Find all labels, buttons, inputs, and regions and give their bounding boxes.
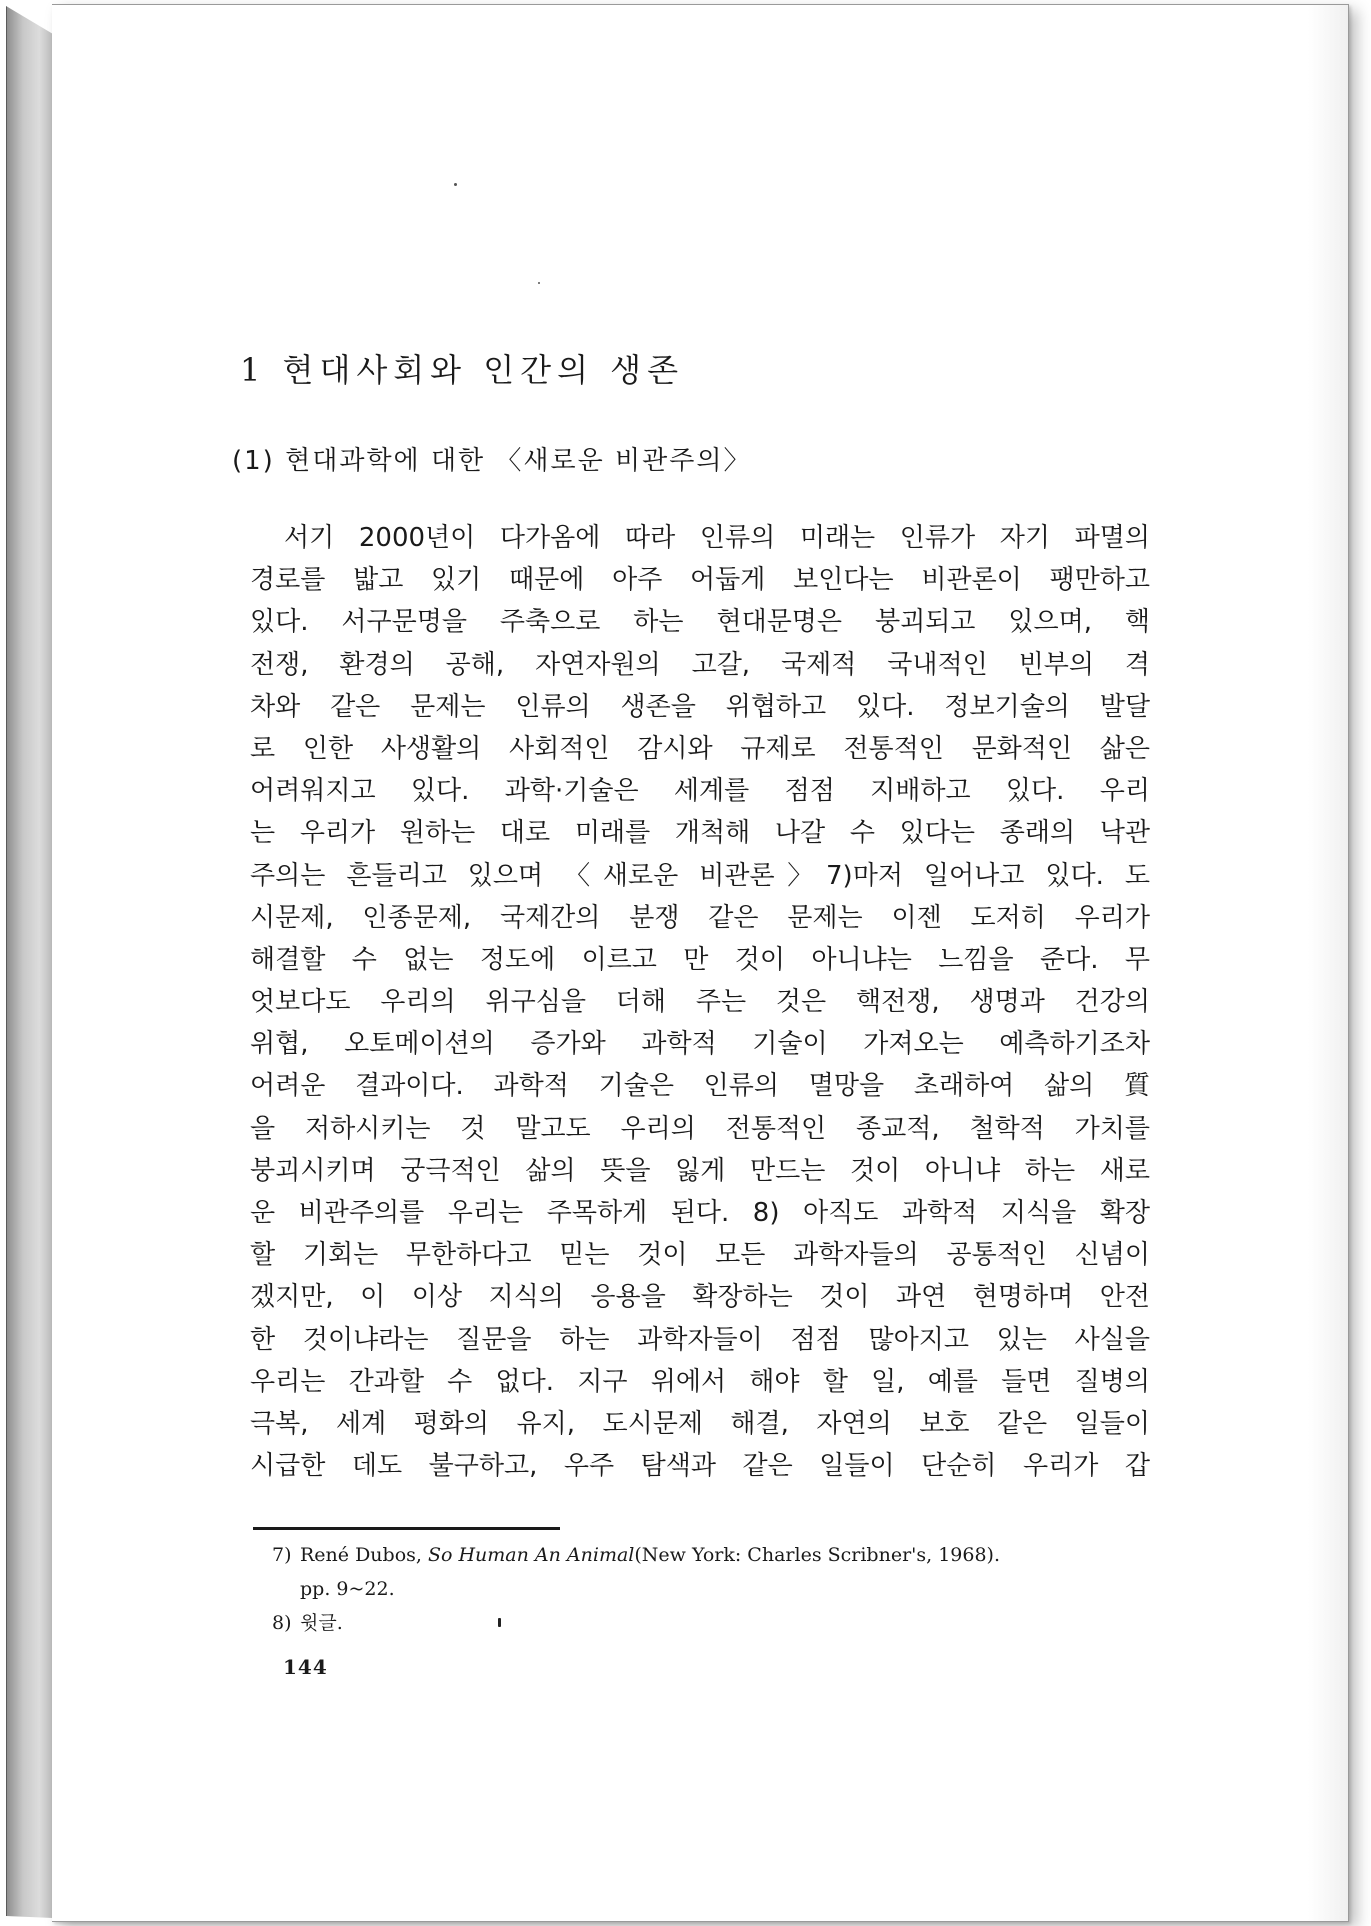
footnote-text: 윗글. [300,1612,343,1634]
footnote-7-pages: pp. 9~22. [300,1578,395,1600]
footnote-8 [272,1606,1172,1640]
section-title: (1) 현대과학에 대한 〈새로운 비관주의〉 [232,446,752,476]
text-line: 차와 같은 문제는 인류의 생존을 위협하고 있다. 정보기술의 발달 [250,691,1150,722]
text-line: 어려워지고 있다. 과학·기술은 세계를 점점 지배하고 있다. 우리 [250,776,1150,807]
text-line: 붕괴시키며 궁극적인 삶의 뜻을 잃게 만드는 것이 아니냐 하는 새로 [250,1155,1150,1186]
footnote-7 [272,1538,1172,1572]
text-line: 경로를 밟고 있기 때문에 아주 어둡게 보인다는 비관론이 팽만하고 [250,565,1150,596]
text-line: 겠지만, 이 이상 지식의 응용을 확장하는 것이 과연 현명하며 안전 [250,1282,1150,1313]
text-line: 할 기회는 무한하다고 믿는 것이 모든 과학자들의 공통적인 신념이 [250,1240,1150,1271]
scan-speck [538,282,540,284]
scan-speck [454,183,457,186]
text-line: 전쟁, 환경의 공해, 자연자원의 고갈, 국제적 국내적인 빈부의 격 [250,649,1150,680]
footnote-number: 7) [272,1544,292,1566]
text-line: 극복, 세계 평화의 유지, 도시문제 해결, 자연의 보호 같은 일들이 [250,1408,1150,1439]
text-line: 있다. 서구문명을 주축으로 하는 현대문명은 붕괴되고 있으며, 핵 [250,607,1150,638]
footnote-publisher: (New York: Charles Scribner's, 1968). [634,1544,1001,1566]
text-line: 로 인한 사생활의 사회적인 감시와 규제로 전통적인 문화적인 삶은 [250,733,1150,764]
text-line: 해결할 수 없는 정도에 이르고 만 것이 아니냐는 느낌을 준다. 무 [250,944,1150,975]
text-line: 위협, 오토메이션의 증가와 과학적 기술이 가져오는 예측하기조차 [250,1029,1150,1060]
body-paragraph [250,517,1150,1487]
text-line: 을 저하시키는 것 말고도 우리의 전통적인 종교적, 철학적 가치를 [250,1113,1150,1144]
text-line: 우리는 간과할 수 없다. 지구 위에서 해야 할 일, 예를 들면 질병의 [250,1366,1150,1397]
text-line: 한 것이냐라는 질문을 하는 과학자들이 점점 많아지고 있는 사실을 [250,1324,1150,1355]
text-line: 서기 2000년이 다가옴에 따라 인류의 미래는 인류가 자기 파멸의 [284,523,1150,553]
footnote-divider [253,1527,560,1530]
text-line: 어려운 결과이다. 과학적 기술은 인류의 멸망을 초래하여 삶의 質 [250,1071,1150,1102]
text-line: 시급한 데도 불구하고, 우주 탐색과 같은 일들이 단순히 우리가 갑 [250,1451,1150,1482]
page-number: 144 [283,1655,328,1679]
page-stack-edge [6,6,53,1918]
chapter-title: 1 현대사회와 인간의 생존 [240,351,684,389]
text-line: 는 우리가 원하는 대로 미래를 개척해 나갈 수 있다는 종래의 낙관 [250,818,1150,849]
text-line: 운 비관주의를 우리는 주목하게 된다. 8) 아직도 과학적 지식을 확장 [250,1198,1150,1228]
footnote-author: René Dubos, [300,1544,422,1566]
text-line: 시문제, 인종문제, 국제간의 분쟁 같은 문제는 이젠 도저히 우리가 [250,902,1150,933]
page-shade [1308,5,1348,1921]
footnotes [272,1538,1172,1640]
footnote-book-title: So Human An Animal [427,1544,635,1566]
text-line: 주의는 흔들리고 있으며 〈새로운 비관론〉7)마저 일어나고 있다. 도 [250,860,1150,891]
scan-speck [498,1618,501,1627]
footnote-number: 8) [272,1612,292,1634]
text-line: 엇보다도 우리의 위구심을 더해 주는 것은 핵전쟁, 생명과 건강의 [250,987,1150,1018]
